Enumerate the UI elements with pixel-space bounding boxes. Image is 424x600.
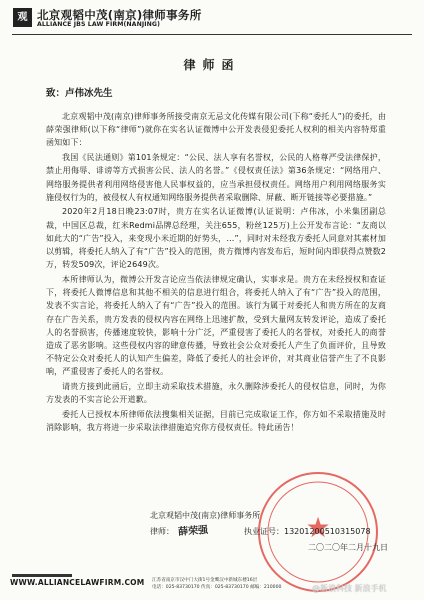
firm-name-en: ALLIANCE JBS LAW FIRM(NANJING) [37,21,161,28]
firm-logo-icon: 观 [13,8,32,27]
footer-bar [12,574,72,577]
footer-contact: 电话：025-83730170 传真：025-83730170 邮编：210000 [152,585,282,590]
letter-body [46,110,386,436]
paragraph-law: 我国《民法通则》第101条规定：“公民、法人享有名誉权，公民的人格尊严受法律保护，禁止用侮辱、诽谤等方式损害公民、法人的名誉。”《侵权责任法》第36条规定：“网络用户、网络服务提供者利用网络侵害他人民事权益的，应当承担侵权责任。网络用户利用网络服务实施侵权行为的，被侵权人有权通知网络服务提供者采取删除、屏蔽、断开链接等必要措施。” [46,153,386,202]
license-number: 13201200510315078 [284,527,371,536]
signature-license [244,526,371,537]
paragraph-warning: 委托人已授权本所律师依法搜集相关证据，目前已完成取证工作，你方如不采取措施及时消除影响，我方将进一步采取法律措施追究你方侵权责任。特此函告！ [46,409,386,433]
seal-star-icon: ★ [305,511,331,544]
license-label: 执业证号： [244,527,284,536]
footer-address: 江苏省南京市汉中门大街1号金鹰汉中新城东楼16层 [152,578,258,583]
header-divider [12,34,412,35]
signature-date: 二〇二〇年二月十九日 [308,543,388,552]
signature-lawyer-name: 薛荣强 [177,524,209,539]
paragraph-demand: 请贵方接到此函后，立即主动采取技术措施，永久删除涉委托人的侵权信息，同时，为你方发表的不实言论公开道歉。 [46,382,386,405]
watermark: @新浪科技 新浪手机 [312,584,387,593]
salutation: 致：卢伟冰先生 [46,88,113,99]
footer-contact-block [152,577,281,591]
paragraph-facts: 2020年2月18日晚23:07时，贵方在实名认证微博(认证说明：卢伟冰，小米集团副总裁，中国区总裁，红米Redmi品牌总经理，关注655，粉丝125万)上公开发布言论：“友商以如此大的“广告”投入，来变现小米近期的好势头，…”，同时对未经我方委托人同意对其素材加以剪辑，将委托人纳入了有“广告”投入的范围，贵方微博内容发布后，短时间内即获得点赞数2万，转发509次，评论2649次。 [46,207,386,270]
paragraph-intro: 北京观韬中茂(南京)律师事务所接受南京无忌文化传媒有限公司(下称“委托人”)的委托，由薛荣强律师(以下称“律师”)就你在实名认证微博中公开发表侵犯委托人权利的相关内容特郑重函知如下： [46,112,386,148]
signature-firm: 北京观韬中茂(南京)律师事务所 [150,511,261,520]
firm-name-cn: 北京观韬中茂(南京)律师事务所 [37,8,202,22]
footer-url: WWW.ALLIANCELAWFIRM.COM [10,578,145,587]
signature-lawyer-label: 律师： [150,527,174,536]
paragraph-analysis: 本所律师认为，微博公开发言论应当依法律规定确认，实事求是。贵方在未经授权和查证下，将委托人微博信息和其他不相关的信息进行组合，将委托人纳入了有“广告”投入的范围，发表不实言论，将委托人纳入了有“广告”投入的范围。该行为属于对委托人和贵方所在的友商存在广告关系，贵方发表的侵权内容在网络上迅速扩散，受到大量网友转发评论，造成了委托人的名誉损害，传播速度较快，影响十分广泛，严重侵害了委托人的名誉权，对委托人的商誉造成了恶劣影响。这些侵权内容的肆意传播，导致社会公众对委托人产生了负面评价，且导致不特定公众对委托人的认知产生偏差，降低了委托人的社会评价，对其商业信誉产生了不良影响，严重侵害了委托人的名誉权。 [46,274,386,377]
letter-title: 律师函 [183,58,241,72]
